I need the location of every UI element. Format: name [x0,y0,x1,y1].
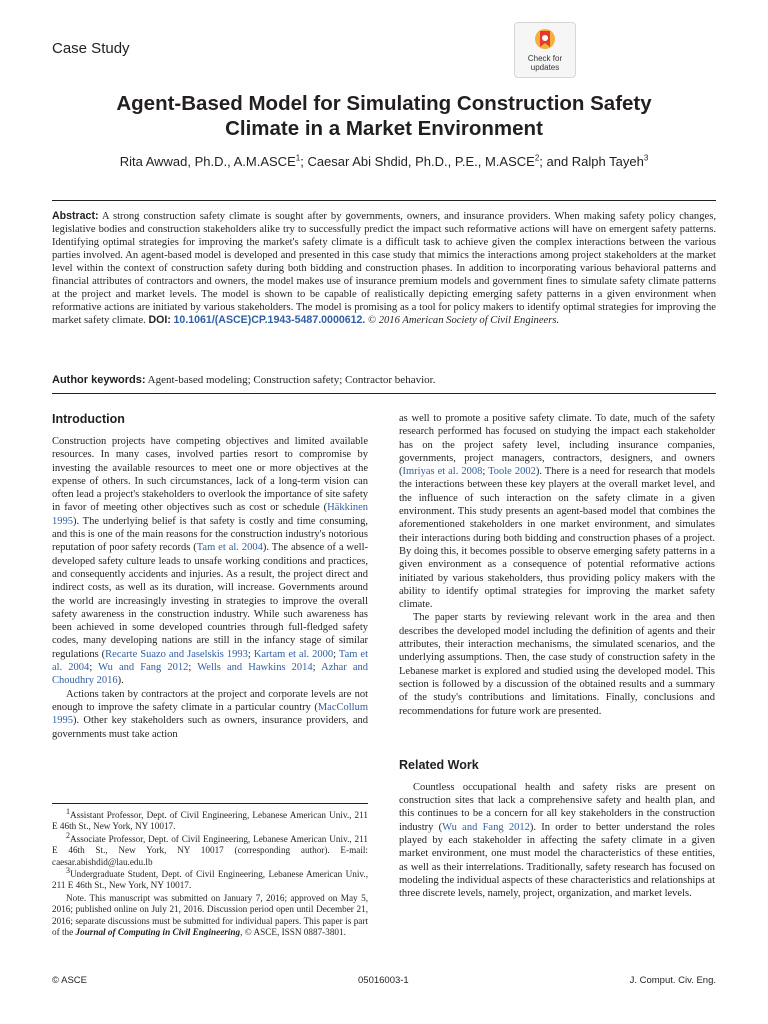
body-text: as well to promote a positive safety climate. To date, much of the safety research performed has focused on studying the impact each stakeholder has on the project safety level, including insurance companies, governments, project managers, contractors, designers, and owners ( [399,413,715,478]
badge-label-line1: Check for [527,54,563,63]
author-list [20,154,748,169]
author-name: Ralph Tayeh [571,154,644,169]
citation-link[interactable]: Wells and Hawkins 2014 [197,662,313,674]
footer-publisher: © ASCE [52,975,87,986]
citation-link[interactable]: Wu and Fang 2012 [442,821,530,833]
keywords-bottom-rule [52,393,716,394]
body-text: ; [333,648,339,660]
body-text: ). Other key stakeholders such as owners, insurance providers, and governments must take action [52,715,368,740]
manuscript-note [52,893,368,939]
abstract [52,210,716,327]
footer-journal: J. Comput. Civ. Eng. [629,975,716,986]
citation-link[interactable]: MacCollum 1995 [52,701,368,727]
section-heading-introduction: Introduction [52,412,125,426]
body-text: ). The underlying belief is that safety is costly and time consuming, and this is one of the main reasons for the construction industry's notorious reputation of poor safety records ( [52,515,368,554]
footnote-mark: 2 [66,830,70,840]
intro-paragraph-4 [399,611,715,717]
citation-link[interactable]: Tam et al. 2004 [196,542,263,554]
body-text: The paper starts by reviewing relevant work in the area and then describes the developed model including the definition of agents and their attributes, their interaction mechanisms, the simulated scenarios, and the underlying assumptions. Then, the case study of construction safety in the Lebanese market is explored and studied using the developed model. This section is followed by a discussion of the obtained results and a summary of the study's contributions and limitations. Finally, conclusions and recommendations for future work are presented. [399,612,715,717]
body-text: ). In order to better understand the roles played by each stakeholder in affecting the safety climate in a given market environment, one must model the characteristics of these entities, as well as their interrelations. Traditionally, safety research has focused on modeling the individual aspects of these characteristics and relationships at three discrete levels, namely, project, organization, and market levels. [399,821,715,900]
citation-link[interactable]: Imriyas et al. 2008 [402,466,483,478]
left-column [52,412,368,741]
body-text: ; [247,648,254,660]
doi-label: DOI: [148,314,171,326]
keywords-label: Author keywords: [52,374,146,386]
author-keywords [52,374,716,386]
body-text: ; [312,662,322,674]
footnote-mark: 3 [66,865,70,875]
body-text: Construction projects have competing objectives and limited available resources. In many cases, involved parties resort to compromise by investing the available resources to meet one or more objectives at the expense of others. In such circumstances, lack of a long-term vision can often lead a project's stakeholders to overlook the importance of site safety in favor of meeting other objectives such as cost or schedule ( [52,436,368,514]
footnote-3: $^3$Undergraduate Student, Dept. of Civil Engineering, Lebanese American Univ., 211 E 46th St., New York, NY 10017. [52,865,368,891]
doi-link[interactable]: 10.1061/(ASCE)CP.1943-5487.0000612. [173,314,366,326]
note-issn: , © ASCE, ISSN 0887-3801. [240,927,346,938]
bookmark-icon [534,28,556,52]
body-text: ). [117,675,124,687]
body-text: ). There is a need for research that models the interactions between these key players at the overall market level, and the influence of such interaction on the safety climate in a given environment. This study presents an agent-based model that combines the aforementioned stakeholders in one market environment, and simulates their interactions during both bidding and construction phases of a project. By doing this, it becomes possible to observe emerging safety patterns in a given environment as a consequence of potential reformative actions initiated by various stakeholders, thus providing policy makers with the ability to identify optimal strategies for improving the market safety climate. [399,466,715,611]
related-paragraph-1 [399,781,715,901]
citation-link[interactable]: Toole 2002 [488,466,536,478]
body-text: ; [188,662,198,674]
section-label: Case Study [52,40,130,57]
footnote-mark: 1 [66,806,70,816]
section-heading-related-work: Related Work [399,757,479,772]
badge-label-line2: updates [530,63,560,72]
article-title [40,91,728,141]
footnote-2: $^2$Associate Professor, Dept. of Civil Engineering, Lebanese American Univ., 211 E 46th St., New York, NY 10017 (corresponding author). E-mail: caesar.abishdid@lau.edu.lb [52,830,368,867]
keywords-text: Agent-based modeling; Construction safety; Contractor behavior. [147,374,436,386]
citation-link[interactable]: Häkkinen 1995 [52,502,368,527]
right-column [399,412,715,901]
check-for-updates-badge[interactable] [514,22,576,78]
author-separator: ; and [539,154,572,169]
body-text: Actions taken by contractors at the project and corporate levels are not enough to improve the safety climate in a particular country ( [52,688,368,713]
title-line-2: Climate in a Market Environment [225,117,543,140]
abstract-top-rule [52,200,716,201]
citation-link[interactable]: Azhar and Choudhry 2016 [52,662,369,687]
note-text: Note. This manuscript was submitted on January 7, 2016; approved on May 5, 2016; published online on July 21, 2016. Discussion period open until December 21, 2016; separate discussions must be submitted for individual papers. This paper is part of the [52,892,368,938]
page-footer [52,975,716,989]
abstract-label: Abstract: [52,210,99,222]
citation-link[interactable]: Wu and Fang 2012 [98,662,189,674]
footnote-1: $^1$Assistant Professor, Dept. of Civil Engineering, Lebanese American Univ., 211 E 46th St., New York, NY 10017. [52,806,368,832]
author-separator: ; [300,154,308,169]
footnotes [52,803,368,939]
author-affiliation-mark: 1 [295,153,301,163]
footer-page-id: 05016003-1 [358,975,409,986]
title-line-1: Agent-Based Model for Simulating Construction Safety [116,92,652,115]
citation-link[interactable]: Tam et al. 2004 [52,648,368,674]
body-text: ; [89,662,99,674]
citation-link[interactable]: Kartam et al. 2000 [253,648,334,660]
copyright-text: © 2016 American Society of Civil Engineers. [368,315,560,326]
journal-name: Journal of Computing in Civil Engineering [75,927,241,938]
abstract-text: A strong construction safety climate is sought after by governments, owners, and insurance providers. When making safety policy changes, legislative bodies and construction stakeholders alike try to successfully predict the impact such reformative actions will have on emergent safety patterns. Identifying optimal strategies for improving the market's safety climate is a difficult task to achieve given the complex interactions between the various parties involved. An agent-based model is developed and presented in this case study that mimics the interactions among project stakeholders at the market level within the context of construction safety during both bidding and construction phases. In addition to incorporating various behavioral patterns and financial attributes of contractors and owners, the model makes use of insurance premium models and government fines to simulate safety climate patterns at the project and market levels. The model is shown to be capable of realistically depicting emerging safety patterns in a given environment when reformative actions are initiated by various stakeholders. The model is promising as a tool for policy makers to identify optimal strategies for improving the market safety climate. [52,211,716,326]
body-text: Countless occupational health and safety risks are present on construction sites that lack a comprehensive safety and health plan, and this continues to be a concern for all key stakeholders in the construction industry ( [399,781,715,833]
intro-paragraph-2 [52,688,368,741]
author-affiliation-mark: 2 [534,153,540,163]
intro-paragraph-3 [399,412,715,611]
intro-paragraph-1 [52,435,368,688]
author-name: Rita Awwad, Ph.D., A.M.ASCE [119,154,296,169]
author-affiliation-mark: 3 [643,153,649,163]
citation-link[interactable]: Recarte Suazo and Jaselskis 1993 [105,648,248,660]
author-name: Caesar Abi Shdid, Ph.D., P.E., M.ASCE [307,154,535,169]
body-text: ). The absence of a well-developed safety culture leads to unsafe working conditions and practices, and consequently accidents and injuries. As a result, the project direct and indirect costs, as well as its duration, will increase. Governments around the world are increasingly investing in strategies to improve the overall safety awareness in the construction industry. While such awareness has been achieved in some developed countries through full-fledged safety codes, many developing nations are still in the infancy stage of similar regulations ( [52,542,369,660]
body-text: ; [482,466,489,478]
